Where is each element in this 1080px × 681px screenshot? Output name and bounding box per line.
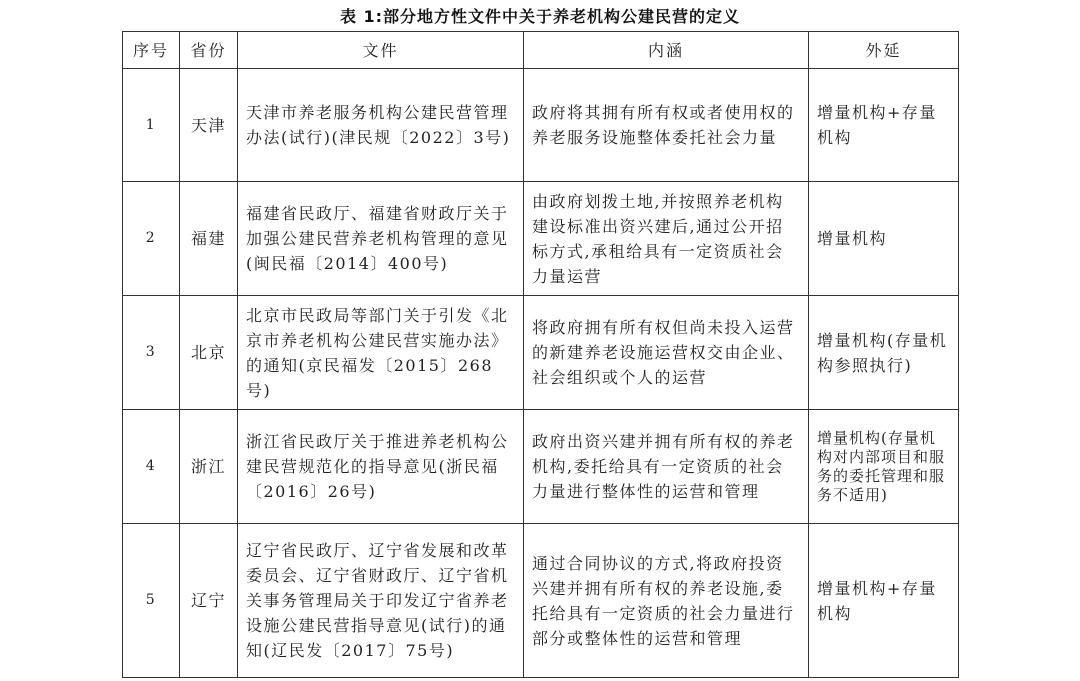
cell-seq: 4 — [123, 410, 180, 524]
table-row — [123, 296, 959, 410]
table-row — [123, 182, 959, 296]
table-title: 表 1:部分地方性文件中关于养老机构公建民营的定义 — [339, 7, 741, 26]
table-row — [123, 69, 959, 182]
cell-extension: 增量机构+存量机构 — [809, 524, 959, 678]
table-header-row — [123, 32, 959, 69]
cell-document: 北京市民政局等部门关于引发《北京市养老机构公建民营实施办法》的通知(京民福发〔2015〕268号) — [238, 296, 524, 410]
cell-extension: 增量机构+存量机构 — [809, 69, 959, 182]
cell-seq: 2 — [123, 182, 180, 296]
cell-document: 天津市养老服务机构公建民营管理办法(试行)(津民规〔2022〕3号) — [238, 69, 524, 182]
cell-province: 浙江 — [180, 410, 238, 524]
cell-province: 天津 — [180, 69, 238, 182]
cell-seq: 3 — [123, 296, 180, 410]
cell-content: 政府将其拥有所有权或者使用权的养老服务设施整体委托社会力量 — [524, 69, 809, 182]
cell-seq: 5 — [123, 524, 180, 678]
cell-province: 福建 — [180, 182, 238, 296]
definition-table — [122, 31, 959, 678]
cell-extension: 增量机构(存量机构对内部项目和服务的委托管理和服务不适用) — [809, 410, 959, 524]
cell-content: 将政府拥有所有权但尚未投入运营的新建养老设施运营权交由企业、社会组织或个人的运营 — [524, 296, 809, 410]
table-row — [123, 524, 959, 678]
header-seq: 序号 — [123, 32, 180, 69]
cell-document: 福建省民政厅、福建省财政厅关于加强公建民营养老机构管理的意见(闽民福〔2014〕400号) — [238, 182, 524, 296]
cell-document: 辽宁省民政厅、辽宁省发展和改革委员会、辽宁省财政厅、辽宁省机关事务管理局关于印发辽宁省养老设施公建民营指导意见(试行)的通知(辽民发〔2017〕75号) — [238, 524, 524, 678]
cell-province: 辽宁 — [180, 524, 238, 678]
cell-content: 政府出资兴建并拥有所有权的养老机构,委托给具有一定资质的社会力量进行整体性的运营和管理 — [524, 410, 809, 524]
header-province: 省份 — [180, 32, 238, 69]
cell-seq: 1 — [123, 69, 180, 182]
cell-content: 由政府划拨土地,并按照养老机构建设标准出资兴建后,通过公开招标方式,承租给具有一定资质社会力量运营 — [524, 182, 809, 296]
cell-document: 浙江省民政厅关于推进养老机构公建民营规范化的指导意见(浙民福〔2016〕26号) — [238, 410, 524, 524]
cell-extension: 增量机构 — [809, 182, 959, 296]
header-content: 内涵 — [524, 32, 809, 69]
cell-extension: 增量机构(存量机构参照执行) — [809, 296, 959, 410]
cell-province: 北京 — [180, 296, 238, 410]
header-document: 文件 — [238, 32, 524, 69]
table-row — [123, 410, 959, 524]
header-extension: 外延 — [809, 32, 959, 69]
cell-content: 通过合同协议的方式,将政府投资兴建并拥有所有权的养老设施,委托给具有一定资质的社会力量进行部分或整体性的运营和管理 — [524, 524, 809, 678]
